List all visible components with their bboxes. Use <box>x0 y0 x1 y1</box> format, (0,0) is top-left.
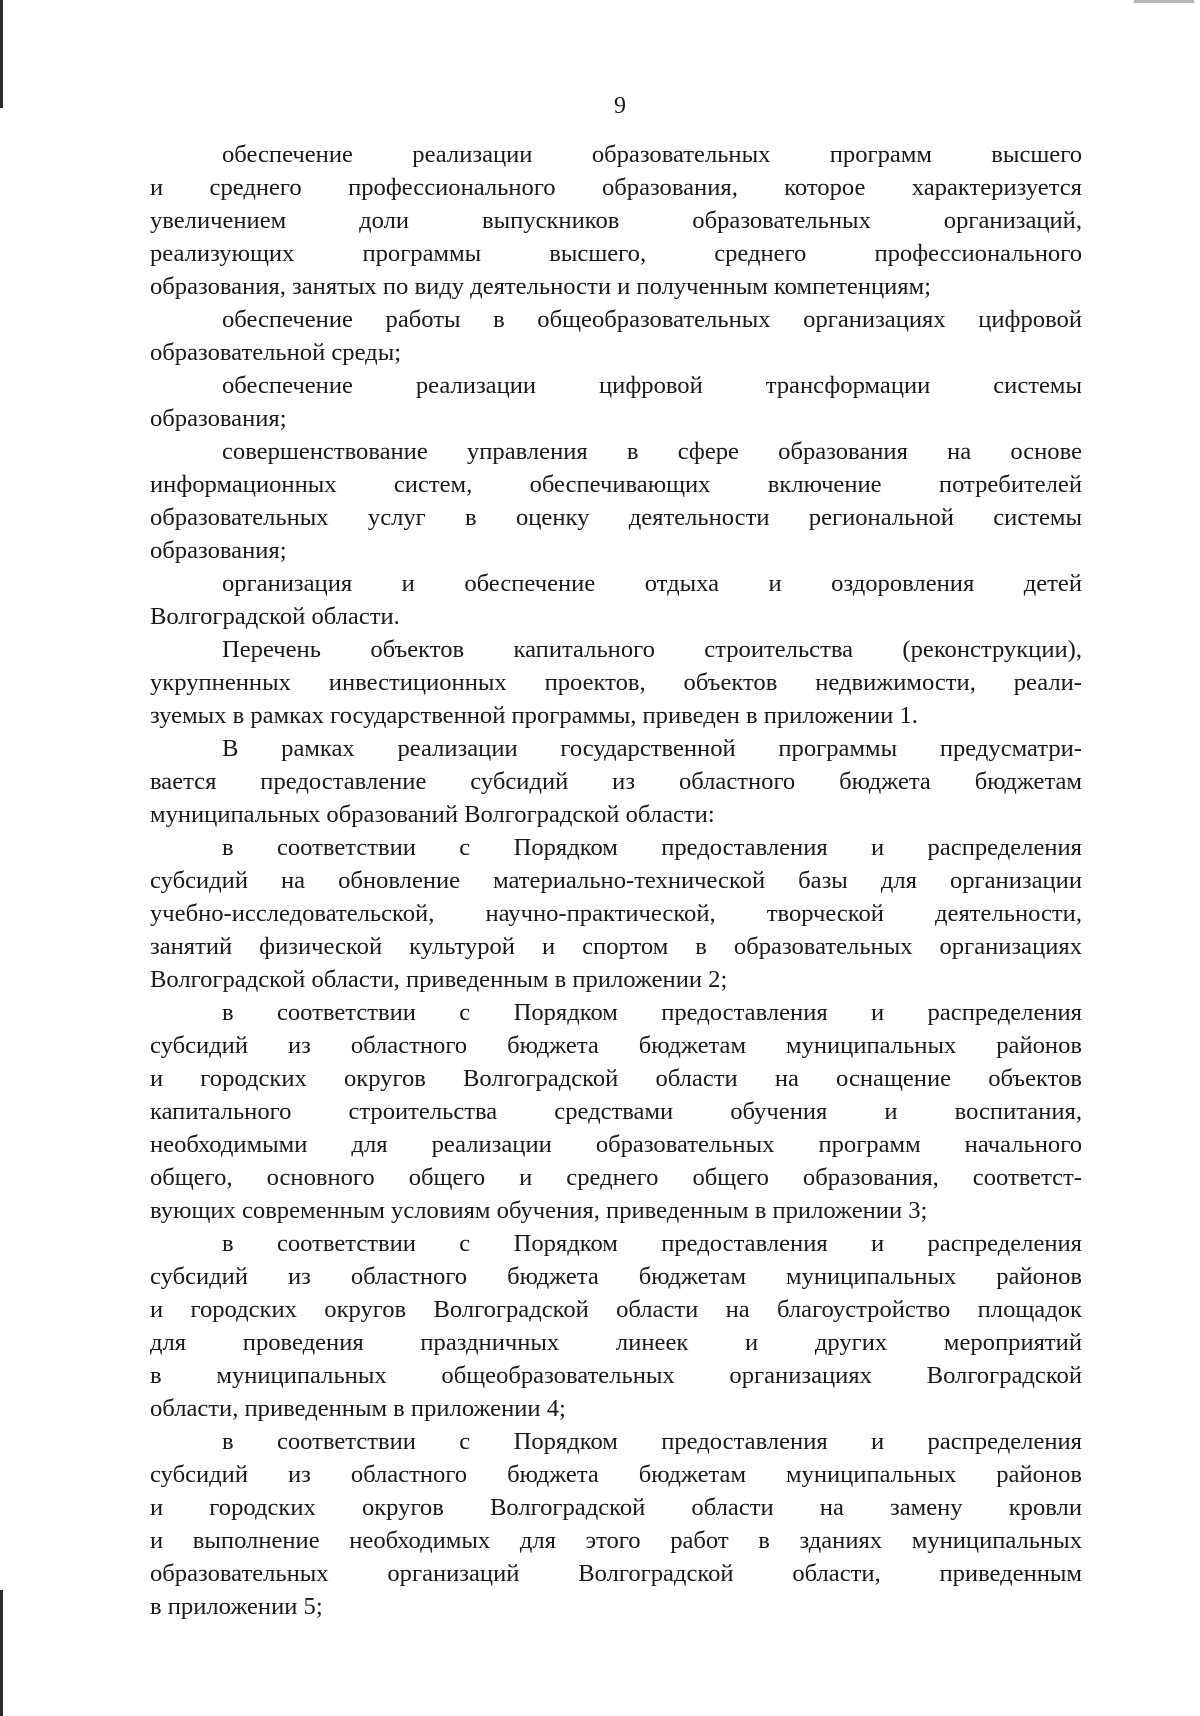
paragraph <box>150 435 1082 567</box>
paragraph-line: образования, занятых по виду деятельности и полученным компетенциям; <box>150 273 932 300</box>
paragraph <box>150 732 1082 831</box>
paragraph-line: вующих современным условиям обучения, приведенным в приложении 3; <box>150 1197 928 1224</box>
paragraph <box>150 996 1082 1227</box>
paragraph-line: В рамках реализации государственной программы предусматри- <box>222 735 1082 762</box>
paragraph-line: субсидий из областного бюджета бюджетам муниципальных районов <box>150 1263 1082 1290</box>
paragraph <box>150 369 1082 435</box>
paragraph-line: обеспечение реализации цифровой трансформации системы <box>222 372 1082 399</box>
paragraph <box>150 1425 1082 1623</box>
paragraph-line: для проведения праздничных линеек и других мероприятий <box>150 1329 1082 1356</box>
paragraph-line: реализующих программы высшего, среднего профессионального <box>150 240 1082 267</box>
paragraph-line: и выполнение необходимых для этого работ в зданиях муниципальных <box>150 1527 1082 1554</box>
paragraph-line: вается предоставление субсидий из областного бюджета бюджетам <box>150 768 1082 795</box>
paragraph-line: капитального строительства средствами обучения и воспитания, <box>150 1098 1082 1125</box>
paragraph-line: Волгоградской области. <box>150 603 400 630</box>
paragraph-line: в соответствии с Порядком предоставления и распределения <box>222 1230 1082 1257</box>
paragraph-line: зуемых в рамках государственной программы, приведен в приложении 1. <box>150 702 918 729</box>
paragraph-line: образования; <box>150 405 287 432</box>
paragraph-line: увеличением доли выпускников образовательных организаций, <box>150 207 1082 234</box>
paragraph-line: в приложении 5; <box>150 1593 323 1620</box>
paragraph-line: образовательной среды; <box>150 339 402 366</box>
paragraph-line: обеспечение работы в общеобразовательных организациях цифровой <box>222 306 1082 333</box>
paragraph <box>150 567 1082 633</box>
paragraph-line: и городских округов Волгоградской области на благоустройство площадок <box>150 1296 1082 1323</box>
paragraph-line: информационных систем, обеспечивающих включение потребителей <box>150 471 1082 498</box>
paragraph-line: учебно-исследовательской, научно-практической, творческой деятельности, <box>150 900 1082 927</box>
paragraph <box>150 831 1082 996</box>
paragraph-line: субсидий из областного бюджета бюджетам муниципальных районов <box>150 1032 1082 1059</box>
paragraph-line: занятий физической культурой и спортом в образовательных организациях <box>150 933 1082 960</box>
paragraph-line: образования; <box>150 537 287 564</box>
paragraph-line: субсидий из областного бюджета бюджетам муниципальных районов <box>150 1461 1082 1488</box>
paragraph-line: в соответствии с Порядком предоставления и распределения <box>222 1428 1082 1455</box>
page-number: 9 <box>614 93 626 119</box>
paragraph <box>150 138 1082 303</box>
paragraph-line: совершенствование управления в сфере образования на основе <box>222 438 1082 465</box>
paragraph-line: и среднего профессионального образования, которое характеризуется <box>150 174 1082 201</box>
paragraph-line: образовательных организаций Волгоградской области, приведенным <box>150 1560 1082 1587</box>
paragraph-line: организация и обеспечение отдыха и оздоровления детей <box>222 570 1082 597</box>
paragraph-line: и городских округов Волгоградской области на замену кровли <box>150 1494 1082 1521</box>
paragraph-line: образовательных услуг в оценку деятельности региональной системы <box>150 504 1082 531</box>
paragraph-line: субсидий на обновление материально-технической базы для организации <box>150 867 1082 894</box>
paragraph-line: в соответствии с Порядком предоставления и распределения <box>222 834 1082 861</box>
paragraph-line: области, приведенным в приложении 4; <box>150 1395 566 1422</box>
paragraph-line: в муниципальных общеобразовательных организациях Волгоградской <box>150 1362 1082 1389</box>
scan-edge-mark <box>0 1590 3 1716</box>
paragraph-line: Волгоградской области, приведенным в приложении 2; <box>150 966 728 993</box>
paragraph-line: обеспечение реализации образовательных программ высшего <box>222 141 1082 168</box>
paragraph <box>150 303 1082 369</box>
paragraph-line: муниципальных образований Волгоградской области: <box>150 801 715 828</box>
paragraph-line: необходимыми для реализации образовательных программ начального <box>150 1131 1082 1158</box>
paragraph-line: и городских округов Волгоградской области на оснащение объектов <box>150 1065 1082 1092</box>
paragraph <box>150 1227 1082 1425</box>
paragraph-line: укрупненных инвестиционных проектов, объектов недвижимости, реали- <box>150 669 1082 696</box>
paragraph-line: в соответствии с Порядком предоставления и распределения <box>222 999 1082 1026</box>
paragraph-line: общего, основного общего и среднего общего образования, соответст- <box>150 1164 1082 1191</box>
document-body <box>150 138 1082 1623</box>
scan-corner-mark <box>1134 0 1194 3</box>
paragraph <box>150 633 1082 732</box>
paragraph-line: Перечень объектов капитального строительства (реконструкции), <box>222 636 1082 663</box>
